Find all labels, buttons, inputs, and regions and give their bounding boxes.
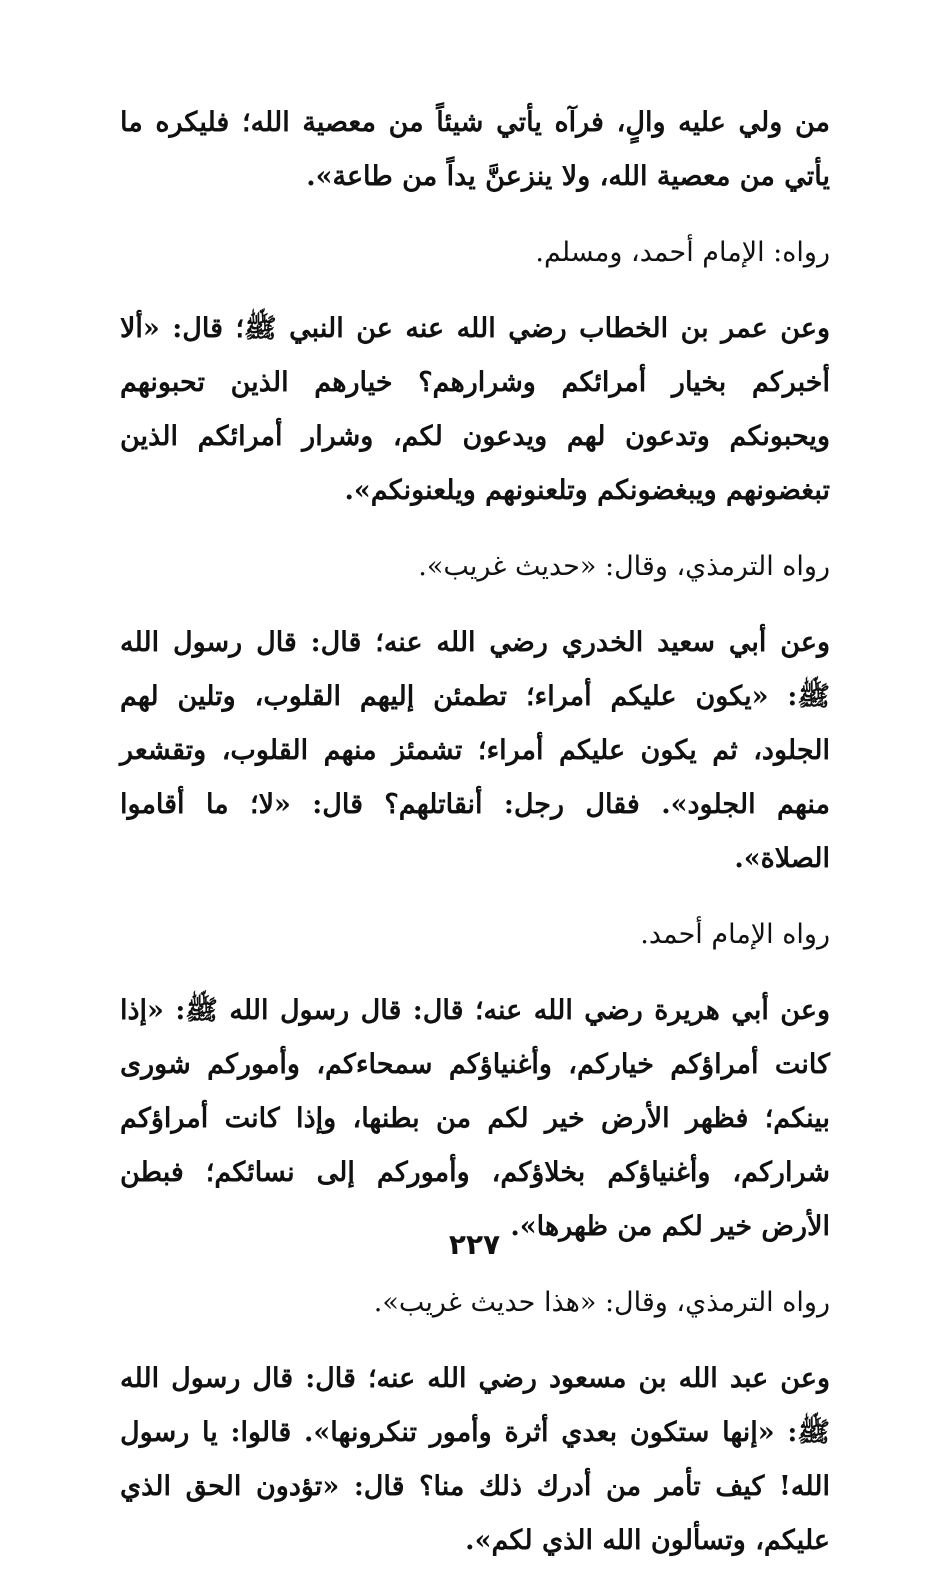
- hadith-paragraph: وعن أبي سعيد الخدري رضي الله عنه؛ قال: قال رسول الله ﷺ: «يكون عليكم أمراء؛ تطمئن إليهم القلوب، وتلين لهم الجلود، ثم يكون عليكم أمراء؛ تشمئز منهم القلوب، وتقشعر منهم الجلود». فقال رجل: أنقاتلهم؟ قال: «لا؛ ما أقاموا الصلاة».: [120, 627, 830, 874]
- page-number: ٢٢٧: [448, 1228, 501, 1261]
- hadith-paragraph: وعن أبي هريرة رضي الله عنه؛ قال: قال رسول الله ﷺ: «إذا كانت أمراؤكم خياركم، وأغنياؤكم سمحاءكم، وأموركم شورى بينكم؛ فظهر الأرض خير لكم من بطنها، وإذا كانت أمراؤكم شراركم، وأغنياؤكم بخلاؤكم، وأموركم إلى نسائكم؛ فبطن الأرض خير لكم من ظهرها».: [120, 995, 830, 1242]
- hadith-paragraph: من ولي عليه والٍ، فرآه يأتي شيئاً من معصية الله؛ فليكره ما يأتي من معصية الله، ولا ينزعنَّ يداً من طاعة».: [120, 107, 830, 192]
- hadith-paragraph: وعن عبد الله بن مسعود رضي الله عنه؛ قال: قال رسول الله ﷺ: «إنها ستكون بعدي أثرة وأمور تنكرونها». قالوا: يا رسول الله! كيف تأمر من أدرك ذلك منا؟ قال: «تؤدون الحق الذي عليكم، وتسألون الله الذي لكم».: [120, 1363, 830, 1556]
- hadith-paragraph: وعن عمر بن الخطاب رضي الله عنه عن النبي ﷺ؛ قال: «ألا أخبركم بخيار أمرائكم وشرارهم؟ خيارهم الذين تحبونهم ويحبونكم وتدعون لهم ويدعون لكم، وشرار أمرائكم الذين تبغضونهم ويبغضونكم وتلعنونهم ويلعنونكم».: [120, 313, 830, 506]
- narration-source: رواه الترمذي، وقال: «هذا حديث غريب».: [373, 1287, 830, 1318]
- narration-source: رواه الترمذي، وقال: «حديث غريب».: [418, 551, 830, 582]
- narration-source: رواه: الإمام أحمد، ومسلم.: [535, 237, 830, 268]
- narration-source: رواه الإمام أحمد.: [640, 919, 830, 950]
- page-body: [120, 96, 830, 1590]
